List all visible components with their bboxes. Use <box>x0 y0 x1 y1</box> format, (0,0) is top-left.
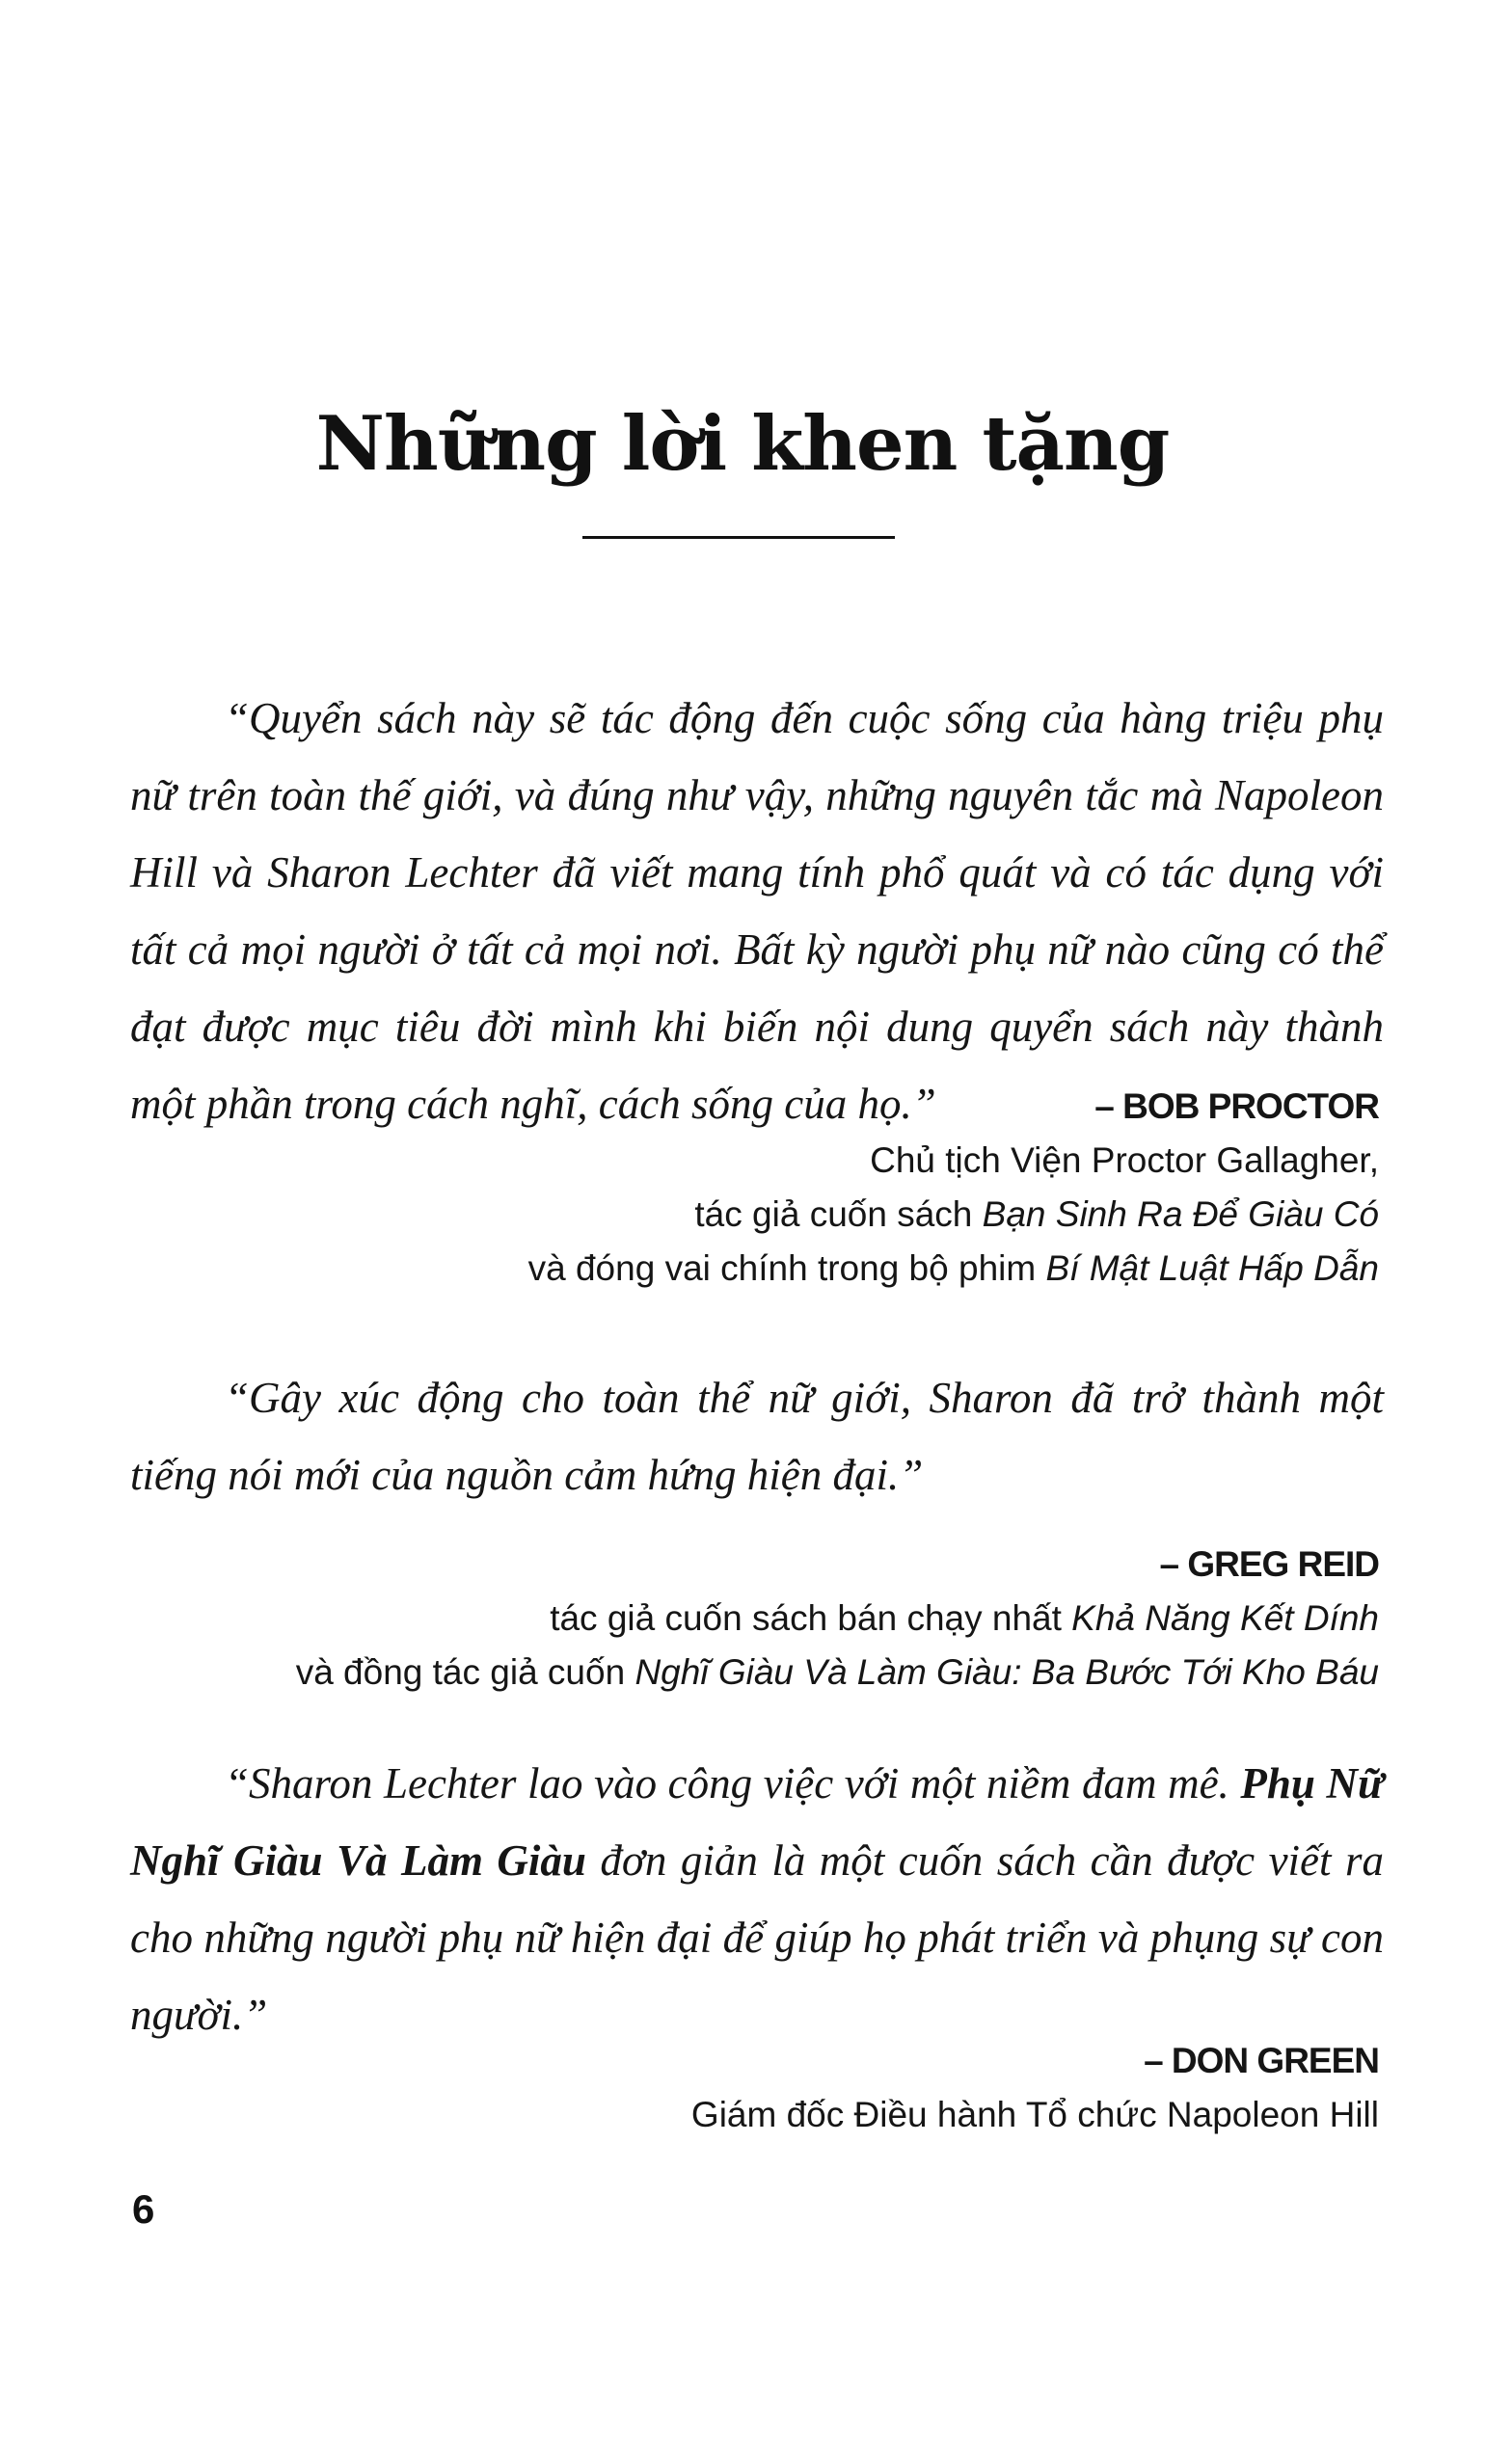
quote-book-title: Phụ Nữ Nghĩ Giàu Và Làm Giàu <box>130 1759 1384 1885</box>
book-title: Khả Năng Kết Dính <box>1071 1598 1379 1638</box>
credit-text: Chủ tịch Viện Proctor Gallagher, <box>870 1140 1379 1180</box>
quote-author: – GREG REID <box>1159 1544 1379 1584</box>
author-credit-line <box>125 1134 1379 1188</box>
credit-text: tác giả cuốn sách bán chạy nhất <box>550 1598 1072 1638</box>
credit-text: và đóng vai chính trong bộ phim <box>527 1248 1046 1288</box>
book-title: Nghĩ Giàu Và Làm Giàu: Ba Bước Tới Kho Báu <box>634 1652 1379 1692</box>
quote-greg-reid: “Gây xúc động cho toàn thể nữ giới, Sharon đã trở thành một tiếng nói mới của nguồn cảm hứng hiện đại.” <box>130 1374 1384 1499</box>
author-credit-line <box>125 1592 1379 1646</box>
quote-author: – DON GREEN <box>1144 2041 1379 2080</box>
book-title: Bạn Sinh Ra Để Giàu Có <box>982 1194 1379 1234</box>
quote-author: – BOB PROCTOR <box>1094 1086 1379 1126</box>
attribution-bob-proctor <box>125 1080 1379 1296</box>
film-title: Bí Mật Luật Hấp Dẫn <box>1045 1248 1379 1288</box>
credit-text: và đồng tác giả cuốn <box>295 1652 635 1692</box>
author-credit-line <box>125 1188 1379 1242</box>
author-credit-line <box>125 1646 1379 1700</box>
attribution-greg-reid <box>125 1538 1379 1700</box>
credit-text: tác giả cuốn sách <box>694 1194 983 1234</box>
title-underline <box>582 536 895 539</box>
quote-text: đơn giản là một cuốn sách cần được viết ra cho những người phụ nữ hiện đại để giúp họ phát triển và phụng sự con người.” <box>130 1836 1384 2039</box>
credit-text: Giám đốc Điều hành Tổ chức Napoleon Hill <box>690 2095 1379 2134</box>
quote-text: “Sharon Lechter lao vào công việc với một niềm đam mê. <box>225 1759 1241 1808</box>
author-credit-line <box>125 1242 1379 1296</box>
attribution-don-green <box>125 2034 1379 2142</box>
page-title: Những lời khen tặng <box>315 400 1170 488</box>
author-credit-line <box>125 2088 1379 2142</box>
quote-don-green <box>130 1745 1384 2053</box>
page-number: 6 <box>132 2186 155 2232</box>
quote-bob-proctor: “Quyển sách này sẽ tác động đến cuộc sống của hàng triệu phụ nữ trên toàn thế giới, và đúng như vậy, những nguyên tắc mà Napoleon Hill và Sharon Lechter đã viết mang tính phổ quát và có tác dụng với tất cả mọi người ở tất cả mọi nơi. Bất kỳ người phụ nữ nào cũng có thể đạt được mục tiêu đời mình khi biến nội dung quyển sách này thành một phần trong cách nghĩ, cách sống của họ.” <box>130 694 1384 1128</box>
